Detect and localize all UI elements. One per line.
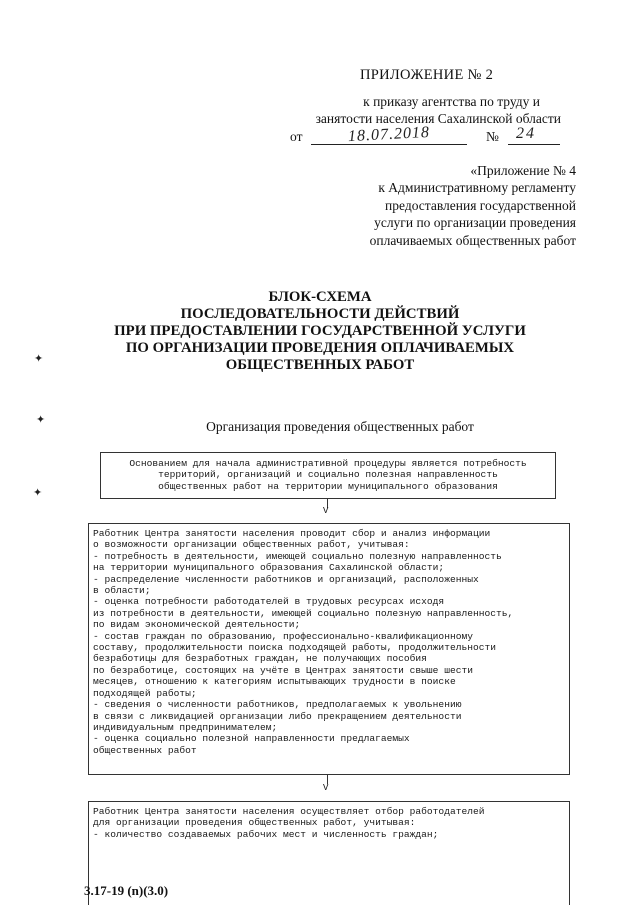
date-underline <box>311 144 467 145</box>
heading-line: ПРИ ПРЕДОСТАВЛЕНИИ ГОСУДАРСТВЕННОЙ УСЛУГИ <box>114 323 526 339</box>
scan-speck: ✦ <box>36 414 46 426</box>
flow-text-line: для организации проведения общественных работ, учитывая: <box>93 817 416 829</box>
prior-appendix-line: услуги по организации проведения <box>374 215 576 231</box>
number-prefix: № <box>486 129 499 144</box>
heading-line: ПОСЛЕДОВАТЕЛЬНОСТИ ДЕЙСТВИЙ <box>180 306 460 322</box>
flow-text-line: в области; <box>93 585 151 597</box>
order-date-number-row <box>290 123 590 149</box>
scan-speck: ✦ <box>34 353 44 365</box>
flow-text-line: территорий, организаций и социально полезная направленность <box>158 469 498 481</box>
flow-text-line: общественных работ на территории муниципального образования <box>158 480 498 492</box>
flow-text-line: Основанием для начала административной процедуры является потребность <box>129 458 527 469</box>
heading-line: БЛОК-СХЕМА <box>268 289 372 305</box>
flow-text-line: подходящей работы; <box>93 687 197 699</box>
order-agency-line: занятости населения Сахалинской области <box>315 111 561 126</box>
handwritten-date: 18.07.2018 <box>347 123 431 146</box>
number-underline <box>508 144 560 145</box>
flow-text-line: на территории муниципального образования Сахалинской области; <box>93 562 445 574</box>
prior-appendix-block <box>336 162 576 249</box>
flow-text-line: составу, продолжительности поиска подходящей работы, продолжительности <box>93 642 497 654</box>
appendix-title: ПРИЛОЖЕНИЕ № 2 <box>360 67 494 83</box>
section-title: Организация проведения общественных работ <box>206 419 474 434</box>
heading-line: ОБЩЕСТВЕННЫХ РАБОТ <box>225 357 415 373</box>
flow-text-line: Работник Центра занятости населения проводит сбор и анализ информации <box>93 528 491 539</box>
document-heading <box>0 289 640 374</box>
flow-text-line: - количество создаваемых рабочих мест и численность граждан; <box>93 828 439 840</box>
flow-text-line: в связи с ликвидацией организации либо прекращением деятельности <box>93 710 462 722</box>
scan-speck: ✦ <box>33 487 43 499</box>
flow-arrow: V <box>323 783 329 793</box>
order-reference-line: к приказу агентства по труду и <box>363 94 540 109</box>
prior-appendix-line: предоставления государственной <box>385 197 576 213</box>
document-code: 3.17-19 (n)(3.0) <box>84 883 169 898</box>
flow-text-line: Работник Центра занятости населения осуществляет отбор работодателей <box>93 806 485 817</box>
flow-arrow: V <box>323 506 329 516</box>
flow-text-line: - оценка потребности работодателей в трудовых ресурсах исходя <box>93 596 445 608</box>
heading-line: ПО ОРГАНИЗАЦИИ ПРОВЕДЕНИЯ ОПЛАЧИВАЕМЫХ <box>125 340 515 356</box>
handwritten-number: 24 <box>516 125 536 142</box>
prior-appendix-line: оплачиваемых общественных работ <box>369 232 576 248</box>
flow-text-line: из потребности в деятельности, имеющей социально полезную направленность, <box>93 607 514 619</box>
flow-text-line: индивидуальным предпринимателем; <box>93 721 278 733</box>
flow-text-line: по видам экономической деятельности; <box>93 619 301 631</box>
flow-text-line: - распределение численности работников и организаций, расположенных <box>93 573 479 585</box>
prior-appendix-line: «Приложение № 4 <box>470 163 576 178</box>
flow-text-line: - состав граждан по образованию, профессионально-квалификационному <box>93 630 473 642</box>
flow-text-line: - сведения о численности работников, предполагаемых к увольнению <box>93 699 462 711</box>
flow-text-line: - потребность в деятельности, имеющей социально полезную направленность <box>93 550 502 562</box>
flow-text-line: о возможности организации общественных работ, учитывая: <box>93 539 410 551</box>
flow-box-basis <box>100 452 556 499</box>
flow-text-line: безработицы для безработных граждан, не получающих пособия <box>93 653 427 665</box>
date-prefix: от <box>290 129 303 144</box>
flow-text-line: по безработице, состоящих на учёте в Центрах занятости свыше шести <box>93 664 473 676</box>
flow-text-line: - оценка социально полезной направленности предлагаемых <box>93 733 410 745</box>
flow-box-analysis <box>88 523 570 775</box>
flow-text-line: общественных работ <box>93 744 197 756</box>
prior-appendix-line: к Административному регламенту <box>378 180 576 196</box>
flow-text-line: месяцев, отношению к категориям испытывающих трудности в поиске <box>93 676 456 688</box>
